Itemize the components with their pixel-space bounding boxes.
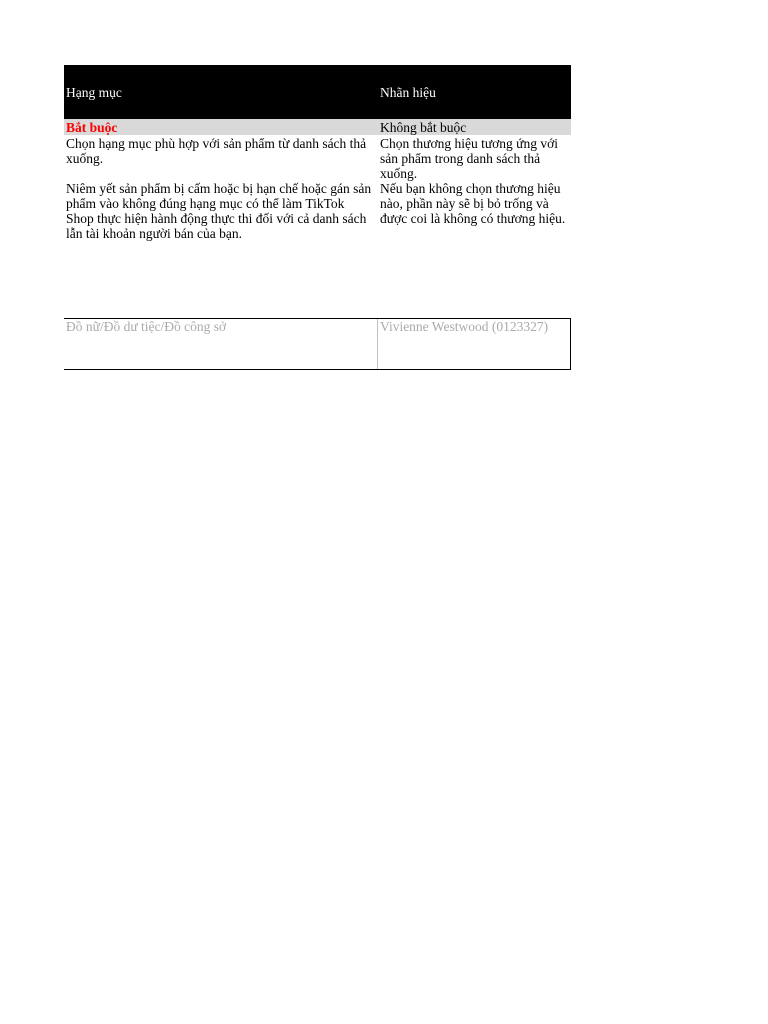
header-category[interactable]: Hạng mục [66, 84, 122, 100]
header-row [64, 65, 571, 119]
blank-row [64, 235, 571, 318]
brand-optional-label[interactable]: Không bắt buộc [380, 119, 467, 135]
brand-description-p2: Nếu bạn không chọn thương hiệu nào, phần này sẽ bị bỏ trống và được coi là không có thương hiệu. [380, 181, 566, 226]
description-row [64, 135, 571, 241]
category-description-p1: Chọn hạng mục phù hợp với sản phẩm từ danh sách thả xuống. [66, 136, 367, 166]
example-category-cell[interactable]: Đồ nữ/Đồ dư tiệc/Đồ công sở [64, 319, 378, 369]
brand-description-p1: Chọn thương hiệu tương ứng với sản phẩm trong danh sách thả xuống. [380, 136, 558, 181]
paragraph-gap [66, 166, 374, 181]
header-brand[interactable]: Nhãn hiệu [380, 84, 436, 100]
template-sheet [64, 65, 571, 370]
category-description-p2: Niêm yết sản phẩm bị cấm hoặc bị hạn chế hoặc gán sản phẩm vào không đúng hạng mục có thể làm TikTok Shop thực hiện hành động thực thi đối với cả danh sách lẫn tài khoản người bán của bạn. [66, 181, 372, 241]
brand-description-cell[interactable] [378, 135, 571, 226]
requirement-row [64, 119, 571, 135]
category-description-cell[interactable] [64, 135, 378, 241]
category-required-label[interactable]: Bắt buộc [66, 119, 118, 135]
example-row [64, 318, 571, 370]
example-brand-cell[interactable]: Vivienne Westwood (0123327) [378, 319, 571, 369]
